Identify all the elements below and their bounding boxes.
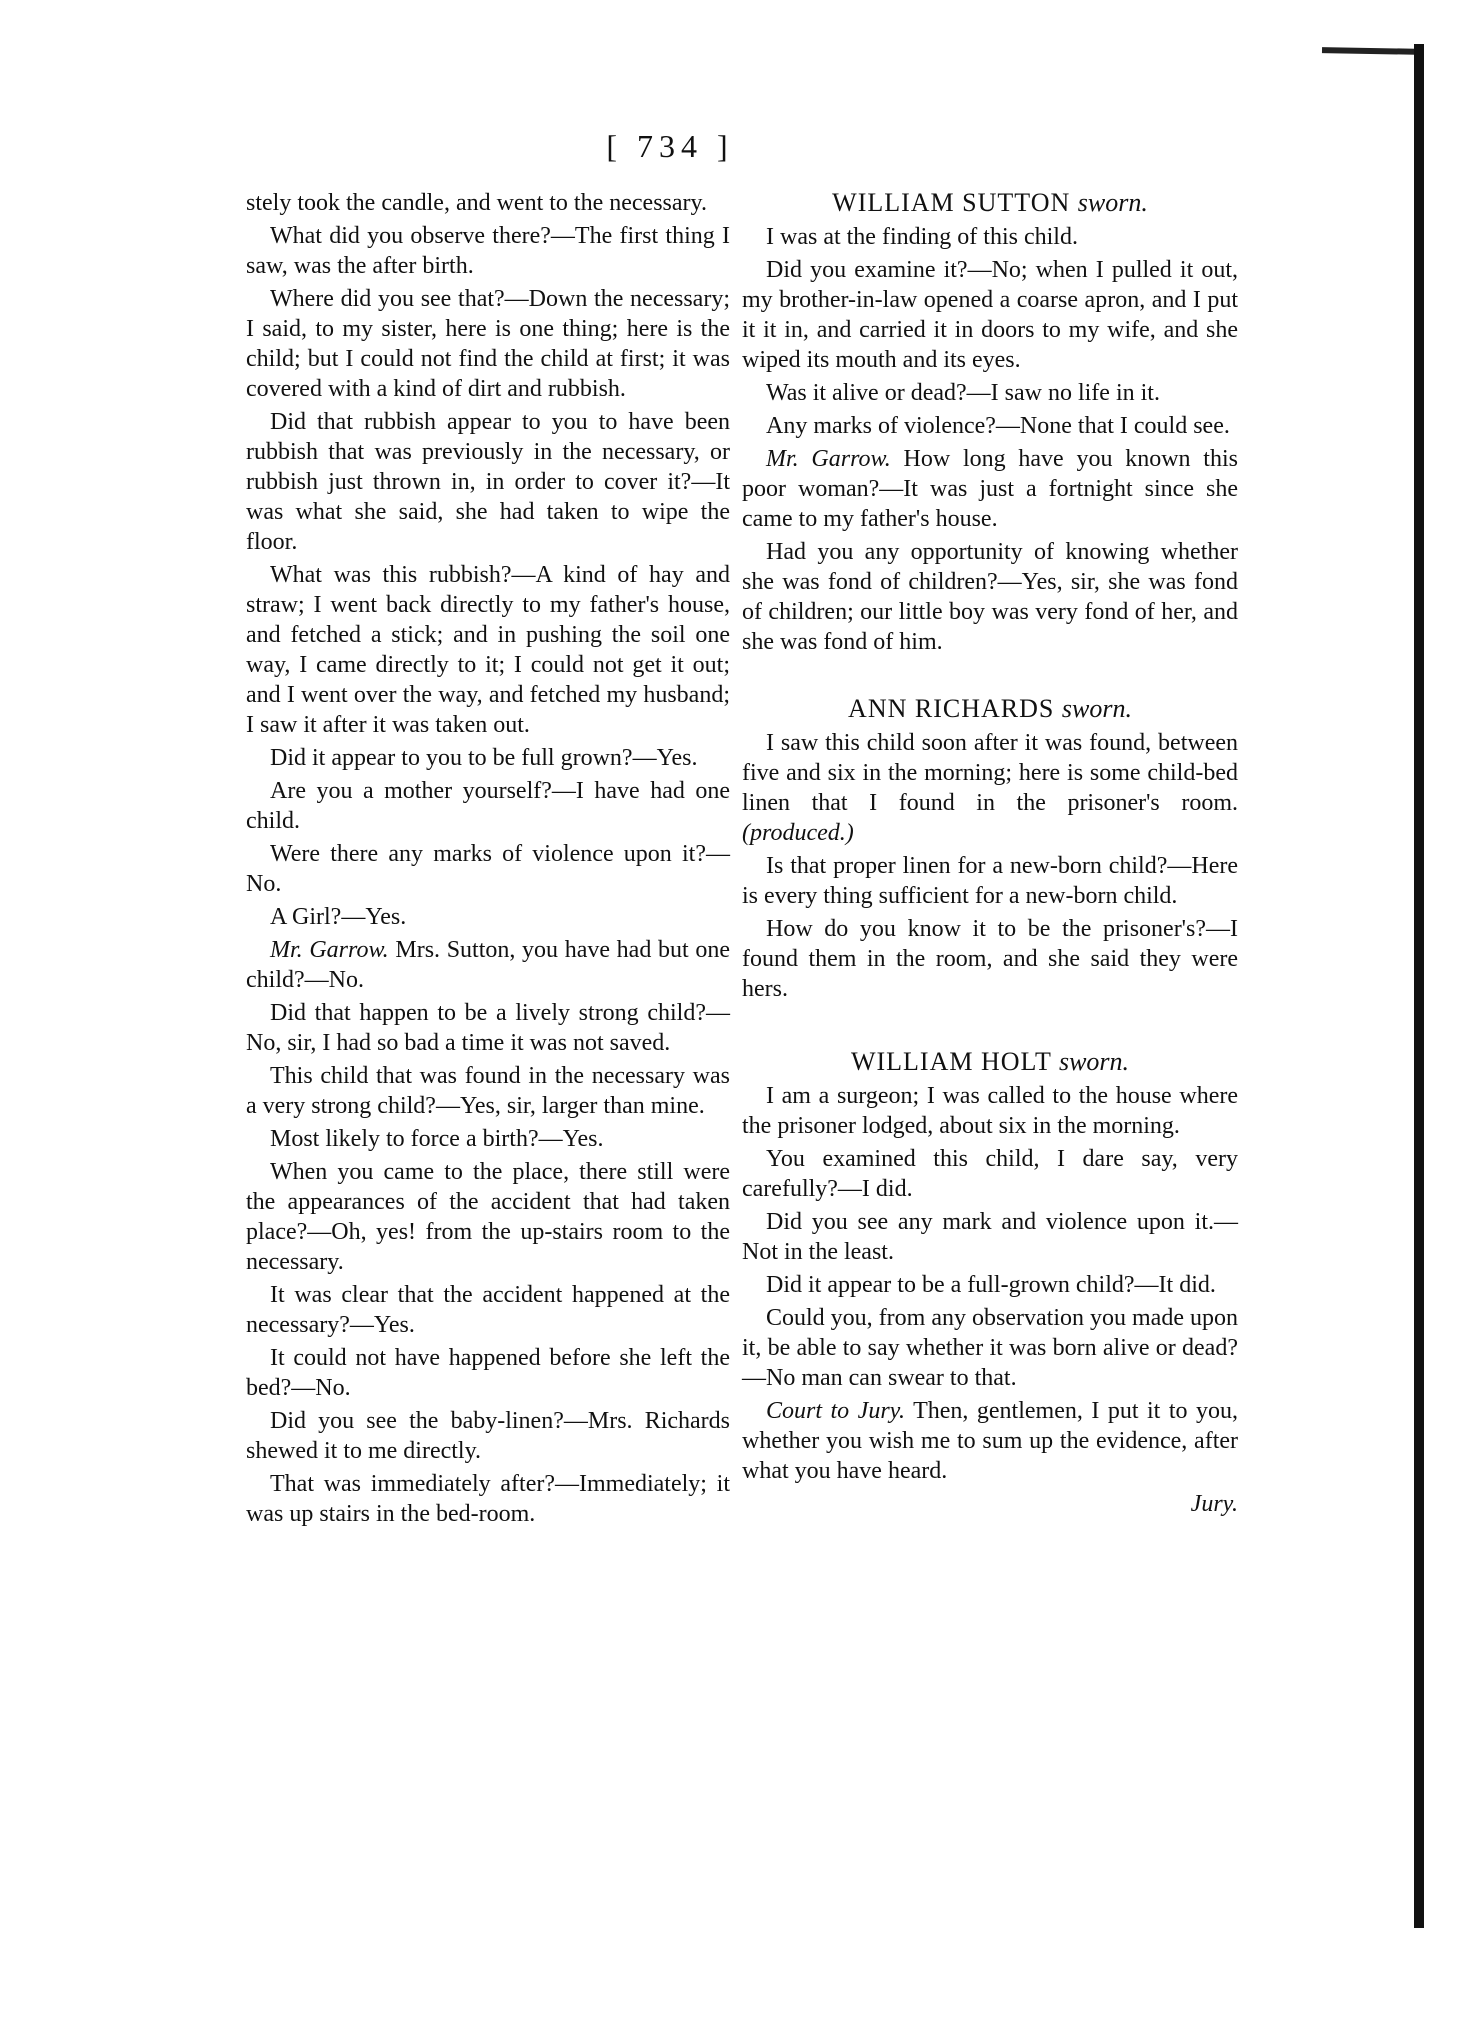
paragraph: Did you examine it?—No; when I pulled it out, my brother-in-law opened a coarse apron, and I put it it in, and carried it in doors to my wife, and she wiped its mouth and its eyes. [742,257,1238,373]
paragraph: Did that happen to be a lively strong child?—No, sir, I had so bad a time it was not saved. [246,1000,730,1056]
paragraph: Could you, from any observation you made upon it, be able to say whether it was born alive or dead?—No man can swear to that. [742,1305,1238,1391]
testimony-text: I saw this child soon after it was found, between five and six in the morning; here is some child-bed linen that I found in the prisoner's room. [742,730,1238,816]
garrow-question [246,935,730,995]
section-spacer [742,660,1238,694]
paragraph: Did that rubbish appear to you to have been rubbish that was previously in the necessary, or rubbish just thrown in, in order to cover it?—It was what she said, she had taken to wipe the floor. [246,409,730,555]
sworn-label: sworn. [1061,694,1132,723]
paragraph: Is that proper linen for a new-born child?—Here is every thing sufficient for a new-born child. [742,853,1238,909]
paragraph [742,728,1238,848]
speaker-name: Court to Jury. [766,1398,905,1424]
statement-text: Then, gentlemen, I put it to you, whether you wish me to sum up the evidence, after what you have heard. [742,1398,1238,1484]
paragraph: It could not have happened before she left the bed?—No. [246,1345,730,1401]
garrow-question [742,444,1238,534]
section-spacer [742,1007,1238,1047]
paragraph: Had you any opportunity of knowing whether she was fond of children?—Yes, sir, she was fond of children; our little boy was very fond of her, and she was fond of him. [742,539,1238,655]
right-column [742,188,1238,1519]
paragraph: Did you see any mark and violence upon it.—Not in the least. [742,1209,1238,1265]
left-column [246,188,730,1532]
paragraph: You examined this child, I dare say, very carefully?—I did. [742,1146,1238,1202]
witness-name: WILLIAM HOLT [850,1047,1052,1076]
paragraph: A Girl?—Yes. [270,904,407,930]
witness-heading [742,1047,1238,1077]
paragraph: What did you observe there?—The first thing I saw, was the after birth. [246,223,730,279]
speaker-name: Mr. Garrow. [270,937,389,963]
speaker-name: Mr. Garrow. [766,446,891,472]
binding-edge-cap [1322,47,1422,55]
witness-name: ANN RICHARDS [848,694,1055,723]
binding-edge-rule [1414,44,1424,1928]
paragraph: When you came to the place, there still were the appearances of the accident that had taken place?—Oh, yes! from the up-stairs room to the necessary. [246,1159,730,1275]
paragraph: Most likely to force a birth?—Yes. [270,1126,604,1152]
paragraph: Did it appear to you to be full grown?—Yes. [270,745,698,771]
paragraph: How do you know it to be the prisoner's?—I found them in the room, and she said they were hers. [742,916,1238,1002]
question-text: Mrs. Sutton, you have had but one child?—No. [246,937,730,993]
sworn-label: sworn. [1077,188,1148,217]
question-text: How long have you known this poor woman?—It was just a fortnight since she came to my father's house. [742,446,1238,532]
paragraph: What was this rubbish?—A kind of hay and straw; I went back directly to my father's house, and fetched a stick; and in pushing the soil one way, I came directly to it; I could not get it out; and I went over the way, and fetched my husband; I saw it after it was taken out. [246,562,730,738]
catchword: Jury. [1190,1491,1238,1517]
paragraph: It was clear that the accident happened at the necessary?—Yes. [246,1282,730,1338]
sworn-label: sworn. [1058,1047,1130,1076]
witness-name: WILLIAM SUTTON [832,188,1071,217]
paragraph: This child that was found in the necessary was a very strong child?—Yes, sir, larger than mine. [246,1063,730,1119]
court-statement [742,1396,1238,1486]
paragraph: Any marks of violence?—None that I could see. [766,413,1230,439]
paragraph: Did it appear to be a full-grown child?—It did. [766,1272,1216,1298]
paragraph: Was it alive or dead?—I saw no life in it. [766,380,1160,406]
paragraph: Were there any marks of violence upon it?—No. [246,841,730,897]
paragraph: Did you see the baby-linen?—Mrs. Richards shewed it to me directly. [246,1408,730,1464]
witness-heading [742,694,1238,724]
witness-heading [742,188,1238,218]
produced-note: (produced.) [742,820,854,846]
paragraph: Are you a mother yourself?—I have had one child. [246,778,730,834]
opening-text: stely took the candle, and went to the necessary. [246,190,707,216]
paragraph: I am a surgeon; I was called to the house where the prisoner lodged, about six in the morning. [742,1083,1238,1139]
paragraph: I was at the finding of this child. [766,224,1078,250]
page-number: [ 734 ] [606,128,734,164]
paragraph: That was immediately after?—Immediately; it was up stairs in the bed-room. [246,1471,730,1527]
paragraph: Where did you see that?—Down the necessary; I said, to my sister, here is one thing; here is the child; but I could not find the child at first; it was covered with a kind of dirt and rubbish. [246,286,730,402]
